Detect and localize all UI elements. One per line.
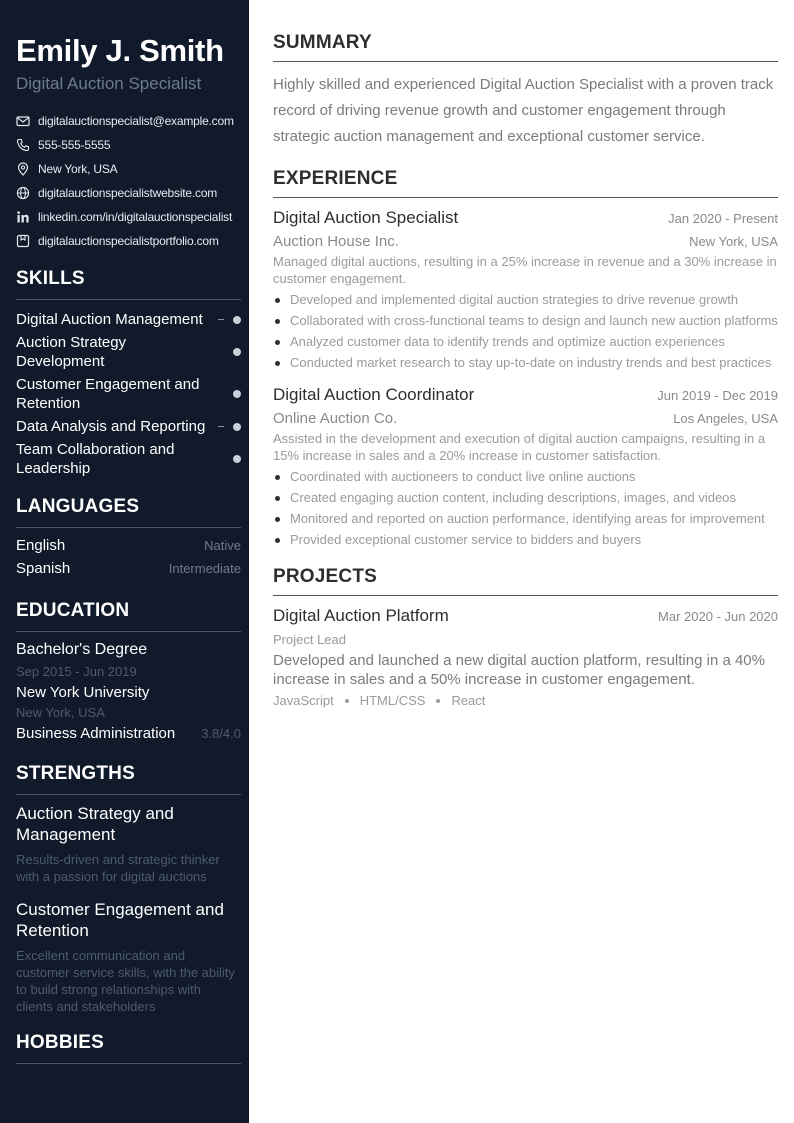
skill-level-indicator	[218, 316, 241, 324]
project-header	[273, 606, 778, 626]
skill-item	[16, 375, 241, 413]
job-title: Digital Auction Specialist	[273, 208, 459, 227]
experience-entry	[273, 385, 778, 548]
mail-icon	[16, 114, 30, 128]
job-bullet: Provided exceptional customer service to bidders and buyers	[273, 531, 778, 548]
skill-item	[16, 417, 241, 436]
contact-location	[16, 157, 241, 181]
languages-heading: LANGUAGES	[16, 496, 241, 528]
summary-text: Highly skilled and experienced Digital Auction Specialist with a proven track record of driving revenue growth and customer engagement through strategic auction management and exceptional customer service.	[273, 76, 774, 145]
languages-list	[16, 537, 241, 583]
job-subheader	[273, 233, 778, 250]
portfolio-icon	[16, 234, 30, 248]
skill-label: Auction Strategy Development	[16, 334, 127, 370]
education-entry	[16, 641, 241, 742]
job-bullet: Coordinated with auctioneers to conduct live online auctions	[273, 468, 778, 485]
skill-level-indicator	[218, 423, 241, 431]
strength-title: Customer Engagement and Retention	[16, 900, 224, 940]
skill-item	[16, 440, 241, 478]
job-company: Auction House Inc.	[273, 233, 399, 250]
job-bullet: Developed and implemented digital auction strategies to drive revenue growth	[273, 291, 778, 308]
strengths-heading: STRENGTHS	[16, 763, 241, 795]
education-heading: EDUCATION	[16, 600, 241, 632]
education-dates: Sep 2015 - Jun 2019	[16, 664, 137, 679]
sidebar	[0, 0, 249, 1123]
main-content	[273, 32, 778, 708]
job-bullet: Collaborated with cross-functional teams to design and launch new auction platforms	[273, 312, 778, 329]
language-name: Spanish	[16, 560, 71, 577]
contact-list	[16, 109, 241, 253]
contact-email[interactable]	[16, 109, 241, 133]
strength-title: Auction Strategy and Management	[16, 804, 174, 844]
project-tag: React	[451, 693, 486, 708]
candidate-title: Digital Auction Specialist	[16, 74, 202, 93]
language-item	[16, 560, 241, 583]
skill-label: Digital Auction Management	[16, 311, 203, 328]
skill-label: Data Analysis and Reporting	[16, 418, 206, 435]
contact-location-text: New York, USA	[38, 162, 118, 176]
job-bullet: Analyzed customer data to identify trends and optimize auction experiences	[273, 333, 778, 350]
skill-label: Customer Engagement and Retention	[16, 376, 200, 412]
summary-heading: SUMMARY	[273, 32, 778, 62]
job-location: Los Angeles, USA	[673, 411, 778, 426]
contact-email-text: digitalauctionspecialist@example.com	[38, 114, 234, 128]
project-description: Developed and launched a new digital auction platform, resulting in a 40% increase in sales and a 50% increase in customer engagement.	[273, 652, 765, 688]
language-name: English	[16, 537, 66, 554]
candidate-name: Emily J. Smith	[16, 33, 224, 68]
contact-portfolio-text: digitalauctionspecialistportfolio.com	[38, 234, 219, 248]
job-header	[273, 385, 778, 405]
phone-icon	[16, 138, 30, 152]
contact-portfolio[interactable]	[16, 229, 241, 253]
globe-icon	[16, 186, 30, 200]
linkedin-icon	[16, 210, 30, 224]
job-company: Online Auction Co.	[273, 410, 398, 427]
project-tag: JavaScript	[273, 693, 334, 708]
education-school: New York University	[16, 684, 150, 701]
strength-item	[16, 899, 241, 1015]
contact-linkedin-text: linkedin.com/in/digitalauctionspecialist	[38, 210, 233, 224]
language-level: Native	[204, 538, 241, 553]
tag-separator	[345, 699, 349, 703]
education-gpa: 3.8/4.0	[201, 726, 241, 741]
skills-list	[16, 310, 241, 478]
tag-separator	[436, 699, 440, 703]
experience-heading: EXPERIENCE	[273, 168, 778, 198]
contact-website-text: digitalauctionspecialistwebsite.com	[38, 186, 218, 200]
education-location: New York, USA	[16, 705, 105, 720]
skill-level-indicator	[233, 455, 241, 463]
project-title: Digital Auction Platform	[273, 606, 449, 625]
strength-description: Excellent communication and customer service skills, with the ability to build strong relationships with clients and stakeholders	[16, 948, 235, 1014]
skills-heading: SKILLS	[16, 268, 241, 300]
education-field: Business Administration	[16, 725, 176, 742]
job-dates: Jan 2020 - Present	[668, 211, 778, 226]
strength-description: Results-driven and strategic thinker with a passion for digital auctions	[16, 852, 220, 884]
job-dates: Jun 2019 - Dec 2019	[657, 388, 778, 403]
skill-item	[16, 310, 241, 329]
project-tag: HTML/CSS	[359, 693, 426, 708]
job-bullet: Conducted market research to stay up-to-date on industry trends and best practices	[273, 354, 778, 371]
job-bullet: Monitored and reported on auction performance, identifying areas for improvement	[273, 510, 778, 527]
education-degree: Bachelor's Degree	[16, 641, 148, 658]
contact-phone-text: 555-555-5555	[38, 138, 111, 152]
job-bullets	[273, 468, 778, 548]
contact-website[interactable]	[16, 181, 241, 205]
project-dates: Mar 2020 - Jun 2020	[658, 609, 778, 624]
project-role: Project Lead	[273, 632, 346, 647]
job-header	[273, 208, 778, 228]
skill-item	[16, 333, 241, 371]
project-entry	[273, 606, 778, 708]
experience-entry	[273, 208, 778, 371]
job-description: Managed digital auctions, resulting in a 25% increase in revenue and a 30% increase in customer engagement.	[273, 254, 777, 286]
skill-level-indicator	[233, 348, 241, 356]
contact-linkedin[interactable]	[16, 205, 241, 229]
skill-level-indicator	[233, 390, 241, 398]
job-bullet: Created engaging auction content, including descriptions, images, and videos	[273, 489, 778, 506]
job-location: New York, USA	[689, 234, 778, 249]
projects-heading: PROJECTS	[273, 566, 778, 596]
project-tags	[273, 693, 778, 708]
location-icon	[16, 162, 30, 176]
job-title: Digital Auction Coordinator	[273, 385, 475, 404]
education-field-row	[16, 725, 241, 742]
language-item	[16, 537, 241, 560]
language-level: Intermediate	[168, 561, 241, 576]
job-description: Assisted in the development and execution of digital auction campaigns, resulting in a 15% increase in sales and a 20% increase in customer satisfaction.	[273, 431, 766, 463]
contact-phone[interactable]	[16, 133, 241, 157]
hobbies-heading: HOBBIES	[16, 1032, 241, 1064]
strength-item	[16, 803, 241, 885]
job-bullets	[273, 291, 778, 371]
skill-label: Team Collaboration and Leadership	[16, 441, 175, 477]
job-subheader	[273, 410, 778, 427]
